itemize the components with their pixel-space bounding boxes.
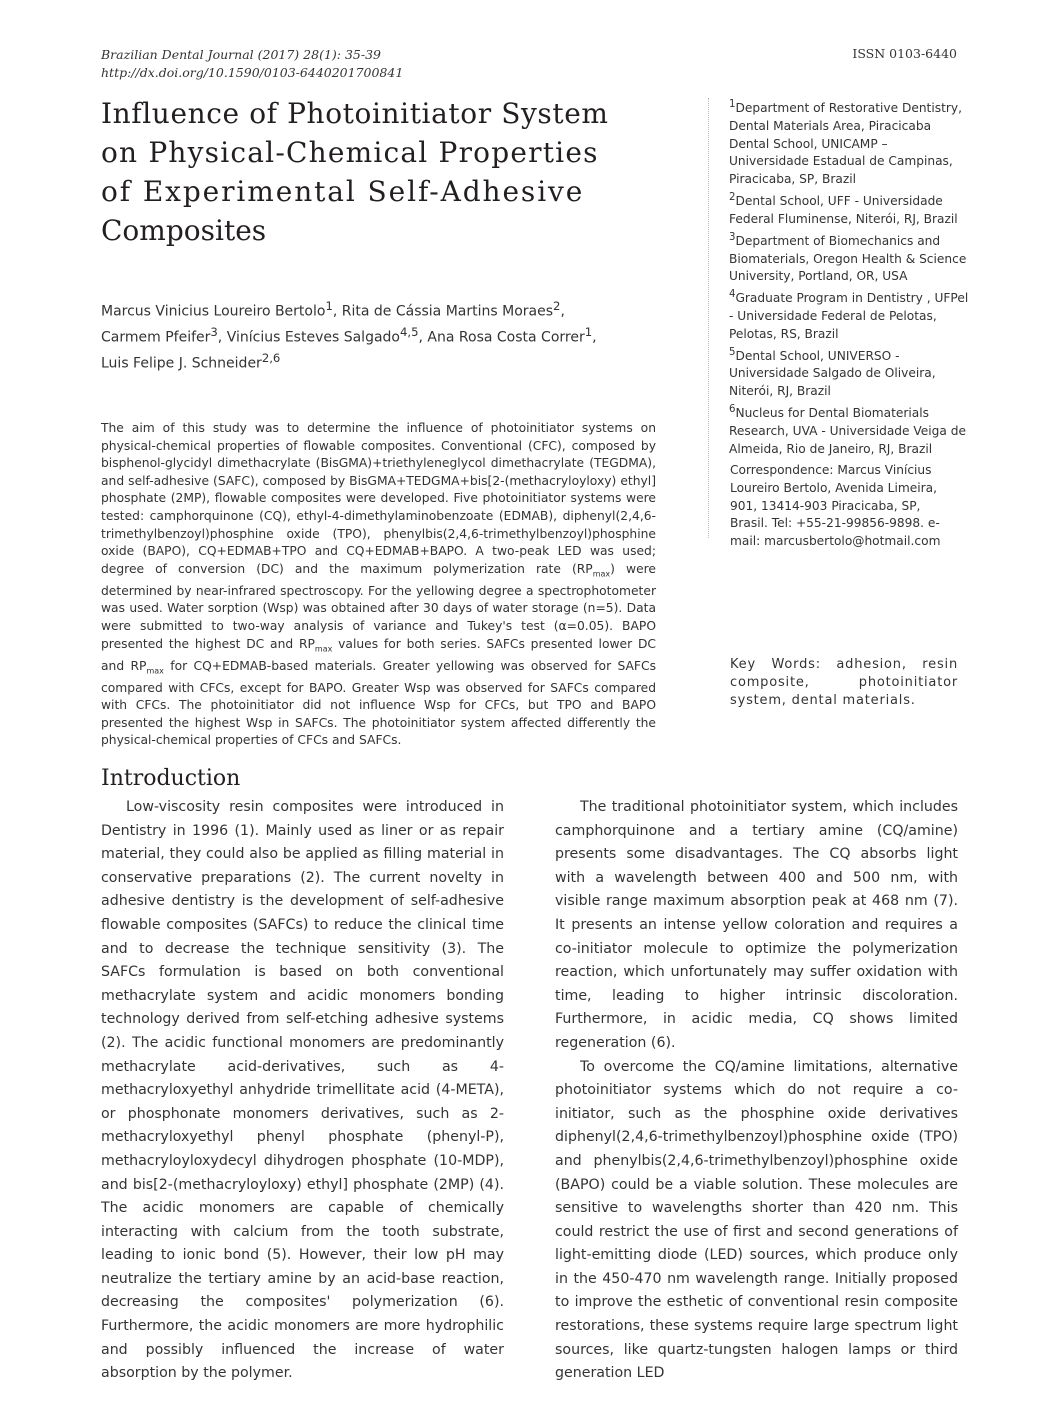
author-sup: 3 bbox=[210, 325, 218, 340]
affiliation-text: Department of Restorative Dentistry, Dental Materials Area, Piracicaba Dental School, UNICAMP – Universidade Estadual de Campinas, Piracicaba, SP, Brazil bbox=[729, 101, 962, 187]
affiliations bbox=[730, 96, 970, 459]
author-name: , Carmem Pfeifer bbox=[101, 303, 565, 346]
abstract-sub: max bbox=[592, 569, 611, 579]
author-sup: 1 bbox=[584, 325, 593, 340]
abstract-text: The aim of this study was to determine the influence of photoinitiator systems on physical-chemical properties of flowable composites. Conventional (CFC), composed by bisphenol-glycidyl dimethacrylate (BisGMA)+triethyleneglycol dimethacrylate (TEGDMA), and self-adhesive (SAFC), composed by BisGMA+TEDGMA+bis[2-(methacryloyloxy) ethyl] phosphate (2MP), flowable composites were developed. Five photoinitiator systems were tested: camphorquinone (CQ), ethyl-4-dimethylaminobenzoate (EDMAB), diphenyl(2,4,6-trimethylbenzoyl)phosphine oxide (TPO), phenylbis(2,4,6-trimethylbenzoyl)phosphine oxide (BAPO), CQ+EDMAB+TPO and CQ+EDMAB+BAPO. A two-peak LED was used; degree of conversion (DC) and the maximum polymerization rate (RP bbox=[101, 421, 656, 576]
author-name: , Luis Felipe J. Schneider bbox=[101, 329, 597, 372]
paragraph: Low-viscosity resin composites were introduced in Dentistry in 1996 (1). Mainly used as liner or as repair material, they could also be applied as filling material in conservative preparations (2). The current novelty in adhesive dentistry is the development of self-adhesive flowable composites (SAFCs) to reduce the clinical time and to decrease the technique sensitivity (3). The SAFCs formulation is based on both conventional methacrylate system and acidic monomers bonding technology derived from self-etching adhesive systems (2). The acidic functional monomers are predominantly methacrylate acid-derivatives, such as 4-methacryloxyethyl anhydride trimellitate acid (4-META), or phosphonate monomers derivatives, such as 2-methacryloxyethyl phenyl phosphate (phenyl-P), methacryloyloxydecyl dihydrogen phosphate (10-MDP), and bis[2-(methacryloyloxy) ethyl] phosphate (2MP) (4). The acidic monomers are capable of chemically interacting with calcium from the tooth substrate, leading to ionic bond (5). However, their low pH may neutralize the tertiary amine by an acid-base reaction, decreasing the composites' polymerization (6). Furthermore, the acidic monomers are more hydrophilic and possibly influenced the increase of water absorption by the polymer. bbox=[101, 799, 504, 1382]
doi-line[interactable]: http://dx.doi.org/10.1590/0103-6440201700841 bbox=[101, 65, 404, 80]
issn: ISSN 0103-6440 bbox=[852, 46, 957, 61]
journal-line: Brazilian Dental Journal (2017) 28(1): 35-39 bbox=[101, 47, 381, 62]
keywords: Key Words: adhesion, resin composite, photoinitiator system, dental materials. bbox=[730, 657, 958, 708]
author-name: , Ana Rosa Costa Correr bbox=[418, 329, 585, 346]
article-title bbox=[101, 94, 621, 250]
affiliation-item bbox=[729, 401, 970, 458]
affiliation-item bbox=[729, 229, 970, 286]
author-sup: 4,5 bbox=[399, 325, 419, 340]
affiliation-item bbox=[729, 344, 970, 401]
paragraph: To overcome the CQ/amine limitations, alternative photoinitiator systems which do not require a co-initiator, such as the phosphine oxide derivatives diphenyl(2,4,6-trimethylbenzoyl)phosphine oxide (TPO) and phenylbis(2,4,6-trimethylbenzoyl)phosphine oxide (BAPO) could be a viable solution. These molecules are sensitive to wavelengths shorter than 420 nm. This could restrict the use of first and second generations of light-emitting diode (LED) sources, which produce only in the 450-470 nm wavelength range. Initially proposed to improve the esthetic of conventional resin composite restorations, these systems require large spectrum light sources, like quartz-tungsten halogen lamps or third generation LED bbox=[555, 1058, 958, 1382]
sidebar-divider bbox=[708, 98, 709, 538]
author-name: , Rita de Cássia Martins Moraes bbox=[332, 303, 554, 320]
affiliation-sup: 4 bbox=[729, 289, 736, 301]
paragraph: The traditional photoinitiator system, which includes camphorquinone and a tertiary amine (CQ/amine) presents some disadvantages. The CQ absorbs light with a wavelength between 400 and 500 nm, with visible range maximum absorption peak at 468 nm (7). It presents an intense yellow coloration and requires a co-initiator molecule to optimize the polymerization reaction, which unfortunately may suffer oxidation with time, leading to higher intrinsic discoloration. Furthermore, in acidic media, CQ shows limited regeneration (6). bbox=[555, 799, 958, 1051]
author-name: Marcus Vinicius Loureiro Bertolo bbox=[101, 303, 326, 320]
journal-citation bbox=[101, 46, 403, 82]
author-sup: 1 bbox=[325, 299, 333, 313]
abstract-text: ) were determined by near-infrared spectroscopy. For the yellowing degree a spectrophotometer was used. Water sorption (Wsp) was obtained after 30 days of water storage (n=5). Data were submitted to two-way analysis of variance and Tukey's test (α=0.05). BAPO presented the highest DC and RP bbox=[101, 561, 656, 651]
affiliation-text: Dental School, UFF - Universidade Federal Fluminense, Niterói, RJ, Brazil bbox=[729, 194, 958, 226]
abstract-text: values for both series. SAFCs presented lower DC and RP bbox=[101, 636, 657, 673]
title-line: Influence of Photoinitiator System bbox=[101, 97, 609, 130]
title-line: on Physical-Chemical Properties bbox=[101, 136, 599, 169]
body-column-right bbox=[555, 796, 958, 1386]
author-sup: 2,6 bbox=[261, 351, 281, 366]
affiliation-item bbox=[729, 286, 970, 343]
affiliation-sup: 2 bbox=[729, 192, 736, 204]
affiliation-text: Dental School, UNIVERSO - Universidade Salgado de Oliveira, Niterói, RJ, Brazil bbox=[729, 348, 936, 399]
affiliation-sup: 3 bbox=[729, 231, 736, 243]
author-name: , Vinícius Esteves Salgado bbox=[217, 329, 400, 346]
body-column-left bbox=[101, 796, 504, 1386]
section-heading: Introduction bbox=[101, 766, 241, 791]
affiliation-text: Nucleus for Dental Biomaterials Research, UVA - Universidade Veiga de Almeida, Rio de Janeiro, RJ, Brazil bbox=[729, 406, 966, 456]
affiliation-sup: 5 bbox=[729, 346, 736, 358]
title-line: of Experimental Self-Adhesive bbox=[101, 175, 585, 208]
title-line: Composites bbox=[101, 214, 267, 247]
abstract-sub: max bbox=[314, 644, 333, 654]
abstract-sub: max bbox=[146, 666, 164, 676]
affiliation-sup: 6 bbox=[729, 404, 736, 416]
affiliation-item bbox=[729, 189, 970, 229]
affiliation-text: Graduate Program in Dentistry , UFPel - Universidade Federal de Pelotas, Pelotas, RS, Brazil bbox=[729, 291, 969, 341]
author-list bbox=[101, 296, 606, 374]
correspondence: Correspondence: Marcus Vinícius Loureiro Bertolo, Avenida Limeira, 901, 13414-903 Piracicaba, SP, Brasil. Tel: +55-21-99856-9898. e-mail: marcusbertolo@hotmail.com bbox=[730, 463, 941, 549]
author-sup: 2 bbox=[553, 299, 561, 313]
affiliation-text: Department of Biomechanics and Biomaterials, Oregon Health & Science University, Portland, OR, USA bbox=[729, 233, 967, 284]
abstract-text: for CQ+EDMAB-based materials. Greater yellowing was observed for SAFCs compared with CFCs, except for BAPO. Greater Wsp was observed for SAFCs compared with CFCs. The photoinitiator did not influence Wsp for CFCs, but TPO and BAPO presented the highest Wsp in SAFCs. The photoinitiator system affected differently the physical-chemical properties of CFCs and SAFCs. bbox=[101, 658, 656, 748]
affiliation-sup: 1 bbox=[729, 99, 736, 110]
affiliation-item bbox=[729, 96, 970, 189]
abstract bbox=[101, 420, 656, 750]
